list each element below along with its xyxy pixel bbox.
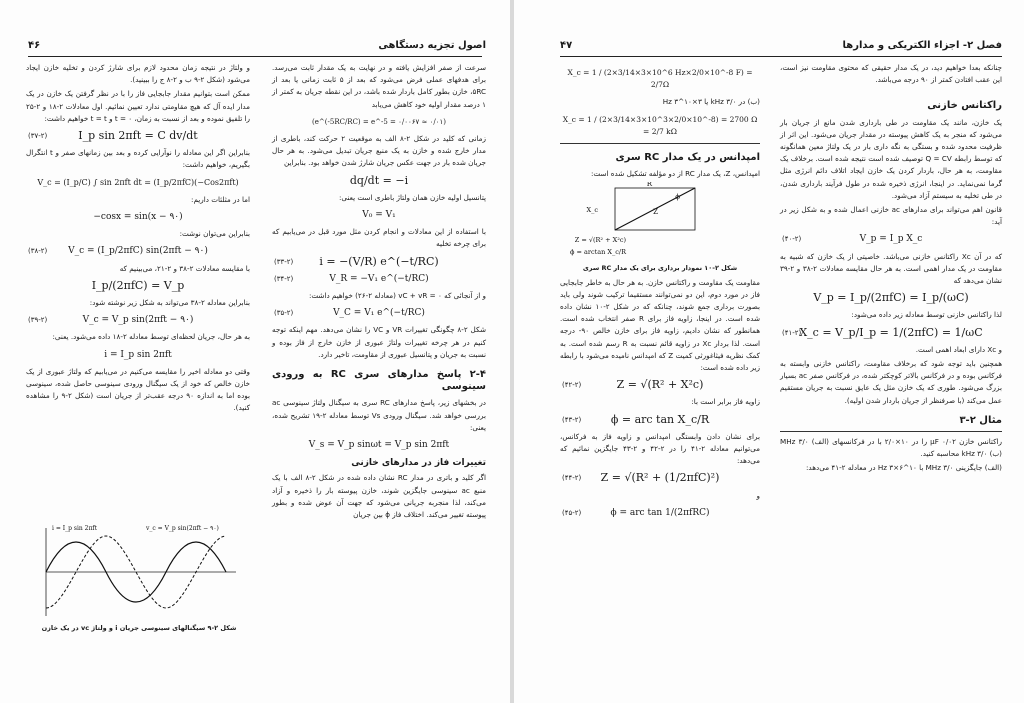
- equation-text: V_c = (I_p/2πfC) sin(2πft − ۹۰): [68, 246, 208, 257]
- paragraph: برای نشان دادن وابستگی امپدانس و زاویه فاز به فرکانس، می‌توانیم معادله ۲-۴۱ را در ۲-۴۲ و ۲-۴۳ جایگزین نمائیم که می‌دهد:: [560, 431, 761, 466]
- equation-text: ϕ = arc tan 1/(2πfRC): [610, 507, 710, 518]
- equation-text: V_p = I_p X_c: [859, 234, 923, 245]
- left-page-number: ۴۶: [28, 40, 41, 51]
- paragraph: ممکن است بتوانیم مقدار جابجایی فاز را با در نظر گرفتن یک خازن در یک مدار ایده آل که هیچ مقاومتی ندارد تعیین نمائیم. اول معادلات ۲-۱۸ و ۲-۲۵ را تلفیق نموده و بعد از نسبت به زمان، t = ۰ و t = t خواهیم داشت:: [26, 89, 250, 123]
- equation-number: (۴۰-۲): [782, 235, 802, 244]
- equation: [560, 414, 760, 426]
- paragraph: وقتی دو معادله اخیر را مقایسه می‌کنیم در می‌یابیم که ولتاژ عبوری از یک خازن خالص که خود از یک سیگنال ورودی سینوسی حاصل شده، سینوسی بوده اما به اندازه ۹۰ درجه عقب‌تر از جریان است (شکل ۲-۹ را مشاهده کنید).: [26, 366, 250, 413]
- equation-number: (۴۲-۲): [562, 381, 582, 390]
- section-heading: ۲-۴ پاسخ مدارهای سری RC به ورودی سینوسی: [272, 369, 486, 393]
- equation-number: (۳۸-۲): [28, 247, 48, 256]
- equation: [272, 256, 486, 268]
- paragraph: راکتانس خازن ۰/۰۲ μF را در ۱۰×۲/۰ با در فرکانسهای (الف) ۳/۰ MHz (ب) ۳/۰ kHz محاسبه کنید.: [780, 437, 1002, 459]
- equation: [560, 507, 760, 519]
- equation-number: (۴۴-۲): [562, 474, 582, 483]
- equation: [272, 273, 486, 285]
- paragraph: شکل ۲-۸ چگونگی تغییرات VR و VC را نشان می‌دهد. مهم اینکه توجه کنیم در هر چرخه تغییرات ولتاژ عبوری از خازن خارج از فاز بوده و نسبت به جریان و پتانسیل عبوری از مقاومت، تاخیر دارد.: [272, 325, 486, 359]
- example-rule: [780, 431, 1002, 432]
- phasor-label-x: X_c: [586, 206, 598, 215]
- equation: X_c = 1 / (2×3/14×3×10^3×2/0×10^-8) = 2700 Ω = 2/7 kΩ: [562, 114, 758, 136]
- paragraph: چنانکه بعدا خواهیم دید، در یک مدار حقیقی که محتوی مقاومت نیز است، این عقب افتادن کمتر از ۹۰ درجه می‌باشد.: [780, 63, 1002, 85]
- equation: [560, 379, 760, 391]
- paragraph: و از آنجائی که vC + vR = ۰ (معادله ۲-۲۶) خواهیم داشت:: [308, 291, 486, 301]
- phasor-label-r: R: [646, 182, 652, 189]
- equation: V_c = (I_p/C) ∫ sin 2πft dt = (I_p/2πfC)(−Cos2πft): [37, 177, 239, 187]
- equation-text: V_C = V₁ e^(−t/RC): [333, 308, 425, 319]
- equation: [780, 233, 1002, 245]
- phasor-eq-phi: ϕ = arctan X_c/R: [570, 248, 626, 257]
- phasor-label-phi: ϕ: [675, 193, 680, 202]
- equation-text: I_p sin 2πft = C dv/dt: [78, 129, 198, 143]
- sine-waves-figure: [36, 520, 240, 620]
- equation-text: X_c = V_p/I_p = 1/(2πfC) = 1/ωC: [799, 325, 983, 339]
- figure-caption: شکل ۲-۹ سیگنالهای سینوسی جریان i و ولتاژ vc در یک خازن: [41, 624, 237, 632]
- right-header-rule: [560, 56, 1002, 57]
- right-page-col-left: [560, 62, 760, 524]
- subsection-heading: تغییرات فاز در مدارهای خازنی: [351, 458, 486, 469]
- equation: X_c = 1 / (2×3/14×3×10^6 Hz×2/0×10^-8 F) = 2/7Ω: [567, 68, 753, 90]
- equation-number: (۳۹-۲): [28, 316, 48, 325]
- equation-number: (۳۷-۲): [28, 132, 48, 141]
- paragraph: با استفاده از این معادلات و انجام کردن مثل مورد قبل در می‌یابیم که برای چرخه تخلیه: [272, 227, 486, 249]
- equation: (e^(-5RC/RC) = e^-5 = ۰/۰۰۶۷ ≈ ۰/۰۱): [312, 117, 446, 126]
- figure-caption: شکل ۲-۱۰ نمودار برداری برای یک مدار RC سری: [582, 264, 738, 273]
- equation-text: i = −(V/R) e^(−t/RC): [319, 254, 439, 268]
- equation-number: (۴۱-۲): [782, 328, 802, 337]
- paragraph: بنابراین اگر این معادله را نوآرایی کرده و بعد بین زمانهای صفر و t انتگرال بگیریم، خواهیم داشت:: [26, 148, 250, 170]
- equation-number: (۴۵-۲): [562, 508, 582, 517]
- voltage-legend: v_c = V_p sin(2πft − ۹۰): [146, 525, 219, 532]
- equation: [26, 130, 250, 142]
- paragraph: امپدانس، Z، یک مدار RC از دو مؤلفه تشکیل شده است:: [590, 169, 760, 179]
- section-rule: [560, 143, 760, 144]
- equation: dq/dt = −i: [349, 173, 409, 187]
- equation-number: (۴۳-۲): [562, 415, 582, 424]
- paragraph: اگر کلید و باتری در مدار RC نشان داده شده در شکل ۲-۸ الف با یک منبع ac سینوسی جایگزین شوند، خازن پیوسته بار را ذخیره و آزاد می‌کند، لذا منجربه جریانی می‌شود که جهت آن عوض شده و بطور پیوسته تغییر می‌کند. اختلاف فاز ϕ بین جریان: [272, 473, 487, 520]
- equation-number: (۳۵-۲): [274, 309, 294, 318]
- left-page-col-right: [272, 62, 486, 523]
- right-page-col-right: [780, 62, 1002, 477]
- equation-text: V_c = V_p sin(2πft − ۹۰): [82, 315, 194, 326]
- right-page-header-title: فصل ۲- اجزاء الکتریکی و مدارها: [842, 40, 1002, 51]
- right-page-number: ۴۷: [560, 40, 573, 51]
- equation-text: Z = √(R² + X²c): [616, 378, 704, 392]
- paragraph: لذا راکتانس خازنی توسط معادله زیر داده می‌شود:: [851, 310, 1002, 320]
- paragraph: پتانسیل اولیه خازن همان ولتاژ باطری است یعنی:: [339, 192, 486, 202]
- example-heading: مثال ۲-۳: [959, 414, 1002, 426]
- right-page: [514, 0, 1024, 703]
- equation-number: (۳۴-۲): [274, 274, 294, 283]
- equation: [26, 245, 250, 257]
- equation-text: ϕ = arc tan X_c/R: [610, 412, 710, 426]
- current-legend: i = I_p sin 2πft: [52, 525, 98, 532]
- equation: V_p = I_p/(2πfC) = I_p/(ωC): [813, 291, 969, 305]
- equation-number: (۳۳-۲): [274, 257, 294, 266]
- equation-text: Z = √(R² + (1/2πfC)²): [600, 471, 720, 485]
- left-page-header-title: اصول تجزیه دستگاهی: [378, 40, 486, 51]
- paragraph: (الف) جایگزینی ۳/۰ MHz با ۱۰^۶×۳ Hz در معادله ۲-۴۱ می‌دهد:: [806, 463, 1002, 473]
- paragraph: قانون اهم می‌تواند برای مدارهای ac خازنی اعمال شده و به شکل زیر در آید:: [780, 205, 1002, 227]
- equation: [560, 472, 760, 484]
- phasor-label-z: Z: [653, 208, 658, 217]
- paragraph: و Xc دارای ابعاد اهمی است.: [915, 344, 1002, 354]
- paragraph: مقاومت یک مقاومت و راکتانس خازن. به هر حال به خاطر جابجایی فاز در مورد دوم، این دو نمی‌توانند مستقیما ترکیب شوند ولی باید بصورت برداری جمع شوند، چنانکه که در شکل ۲-۱۰ نشان داده شده است. در اینجا، زاویه فاز برای R صفر انتخاب شده است. همانطور که نشان دادیم، زاویه فاز برای خازن خالص ۹۰- درجه است. لذا بردار Xc در زاویه قائم نسبت به R رسم شده است. به کمک نظریه فیثاغورثی کمیت Z که امپدانس نامیده می‌شود با رابطه زیر داده شده است:: [560, 277, 761, 373]
- equation-text: V_R = −V₁ e^(−t/RC): [329, 273, 429, 284]
- equation: I_p/(2πfC) = V_p: [91, 278, 185, 292]
- equation: [26, 314, 250, 326]
- paragraph: به هر حال، جریان لحظه‌ای توسط معادله ۲-۱۸ داده می‌شود. یعنی:: [52, 332, 250, 342]
- paragraph: همچنین باید توجه شود که برخلاف مقاومت، راکتانس خازنی وابسته به فرکانس بوده و در فرکانس بالاتر کوچکتر شده، در فرکانس صفر ac بسیار بزرگ می‌شود. طوری که یک خازن مثل یک عایق نسبت به جریان مستقیم عمل می‌کند (با صرفنظر از جریان باردار شدن اولیه).: [780, 359, 1002, 405]
- paragraph: با مقایسه معادلات ۲-۳۸ و ۲-۲۱، می‌بینیم که: [119, 263, 250, 273]
- equation: i = I_p sin 2πft: [104, 349, 172, 360]
- paragraph: سرعت از صفر افزایش یافته و در نهایت به یک مقدار ثابت می‌رسد. برای هدفهای عملی فرض می‌شود که بعد از ۵ ثابت زمانی یا بعد از ۵RC، خازن بطور کامل باردار شده باشد، در این نقطه جریان به کمتر از ۱ درصد مقدار اولیه خود کاهش می‌یابد: [272, 63, 486, 109]
- equation: −cosx = sin(x − ۹۰): [93, 212, 183, 223]
- paragraph: و ولتاژ در نتیجه زمان محدود لازم برای شارژ کردن و تخلیه خازن ایجاد می‌شود (شکل ۲-۹ ب و ۲-۸ ج را ببینید).: [26, 63, 250, 85]
- paragraph: اما در مثلثات داریم:: [191, 194, 250, 204]
- equation: [272, 307, 486, 319]
- paragraph: و: [756, 490, 760, 500]
- equation: V₀ = V₁: [362, 210, 396, 221]
- phasor-eq-z: Z = √(R² + X²c): [574, 236, 626, 245]
- phasor-diagram: [560, 182, 760, 260]
- paragraph: بنابراین معادله ۲-۳۸ می‌تواند به شکل زیر نوشته شود:: [89, 298, 250, 308]
- paragraph: که در آن Xc راکتانس خازنی می‌باشد. خاصیتی از یک خازن که شبیه به مقاومت در یک مدار اهمی است. به هر حال مقایسه معادلات ۲-۳۸ و ۲-۳۹ نشان می‌دهد که: [780, 251, 1003, 286]
- left-page-col-left: [26, 62, 250, 417]
- paragraph: یک خازن، مانند یک مقاومت در طی بارداری شدن مانع از جریان بار می‌شود که منجر به یک کاهش پیوسته در مقدار جریان می‌شود. این اثر از ظرفیت محدود شده و بستگی به نگه داری بار در یک ولتاژ معین همانگونه که توسط رابطه Q = CV توصیف شده است نتیجه شده است. برخلاف یک مقاومت، به هر حال، باردار کردن یک خازن ایجاد اتلاف دائم انرژی مثل گرما نمی‌نماید. در اینجا، انرژی ذخیره شده در طول فرآیند بارداری شدن، در طی تخلیه به سیستم آزاد می‌شود.: [780, 117, 1002, 200]
- left-page: [0, 0, 510, 703]
- section-heading: امپدانس در یک مدار RC سری: [615, 152, 760, 164]
- equation: V_s = V_p sinωt = V_p sin 2πft: [308, 440, 450, 451]
- section-heading: راکتانس خازنی: [927, 100, 1002, 112]
- paragraph: زاویه فاز برابر است با:: [691, 397, 760, 407]
- paragraph: زمانی که کلید در شکل ۲-۸ الف به موقعیت ۲ حرکت کند، باطری از مدار خارج شده و خازن به یک منبع جریان تبدیل می‌شود. به هر حال جریان شده بار در جهت عکس جریان شارژ شدن خواهد بود. بنابراین: [272, 134, 486, 168]
- paragraph: در بخشهای زیر، پاسخ مدارهای RC سری به سیگنال ولتاژ سینوسی ac بررسی خواهد شد. سیگنال ورودی Vs توسط معادله ۲-۱۹ تشریح شده، یعنی:: [272, 398, 486, 432]
- left-header-rule: [28, 56, 482, 57]
- paragraph: (ب) در ۳/۰ kHz یا ۳×۱۰^۳ Hz: [662, 97, 760, 107]
- equation: [780, 327, 1002, 339]
- paragraph: بنابراین می‌توان نوشت:: [179, 229, 250, 239]
